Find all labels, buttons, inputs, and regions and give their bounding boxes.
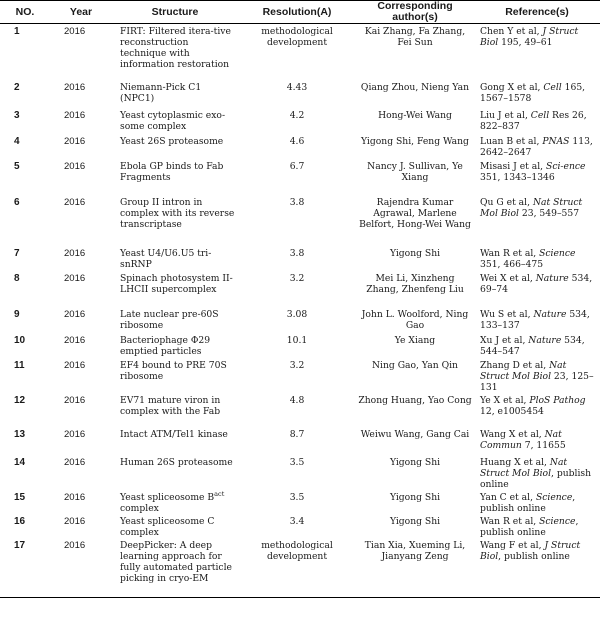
reference-authors: Xu J et al, (480, 334, 529, 346)
table-body (0, 24, 600, 598)
cell-year: 2016 (64, 81, 86, 93)
reference-journal: Nat Struct Mol Biol (480, 359, 567, 382)
table-row (0, 490, 600, 514)
cell-author: Zhong Huang, Yao Cong (358, 394, 472, 406)
structure-text: Bacteriophage Φ29 emptied particles (120, 334, 211, 357)
cell-no: 10 (14, 334, 26, 346)
reference-authors: Luan B et al, (480, 135, 543, 147)
reference-journal: J Struct Biol (480, 26, 579, 48)
cell-reference (474, 108, 600, 134)
cell-reference (474, 271, 600, 307)
cell-year: 2016 (64, 247, 86, 259)
table-row (0, 333, 600, 358)
structure-text: Group II intron in complex with its reverse transcriptase (120, 196, 235, 230)
structure-text: Intact ATM/Tel1 kinase (120, 428, 228, 440)
header-reference: Reference(s) (474, 1, 600, 24)
reference-details: , publish online (498, 550, 570, 562)
cell-resolution: 8.7 (289, 428, 305, 440)
cell-resolution: methodological development (238, 538, 356, 598)
reference-details: 7, 11655 (521, 439, 566, 451)
cell-resolution: 4.6 (289, 135, 305, 147)
structure-superscript: act (214, 489, 225, 498)
reference-authors: Chen Y et al, (480, 26, 543, 37)
cell-structure (112, 246, 238, 271)
cell-reference (474, 24, 600, 80)
reference-journal: Nat Struct Mol Biol (480, 456, 568, 479)
cell-reference (474, 195, 600, 246)
cell-year: 2016 (64, 272, 86, 284)
reference-journal: J Struct Biol (480, 539, 581, 562)
cell-no: 7 (14, 247, 20, 259)
cell-no: 2 (14, 81, 20, 93)
cell-resolution: 3.8 (289, 247, 305, 259)
structure-text: Human 26S proteasome (120, 456, 233, 468)
cell-structure (112, 24, 238, 80)
cell-no: 11 (14, 359, 25, 371)
cell-resolution: 3.08 (286, 308, 308, 320)
reference-details: 351, 466–475 (480, 258, 544, 270)
structure-text: Yeast spliceosome C complex (120, 515, 215, 538)
reference-authors: Wu S et al, (480, 308, 534, 320)
cell-structure (112, 333, 238, 358)
reference-details: 23, 549–557 (518, 207, 580, 219)
structure-text-tail: complex (120, 502, 159, 514)
reference-details: 534, 69–74 (480, 272, 593, 295)
reference-authors: Yan C et al, (480, 491, 536, 503)
reference-details: , publish online (480, 467, 592, 490)
reference-authors: Liu J et al, (480, 109, 531, 121)
cell-structure (112, 427, 238, 455)
structure-text: FIRT: Filtered itera-tive reconstruction technique with information restoration (120, 26, 231, 70)
reference-authors: Ye X et al, (480, 394, 530, 406)
cell-author: Yigong Shi, Feng Wang (361, 135, 469, 147)
cell-no: 4 (14, 135, 20, 147)
table-row (0, 427, 600, 455)
table-row (0, 195, 600, 246)
reference-details: 23, 125–131 (480, 370, 594, 393)
header-resolution: Resolution(A) (238, 1, 356, 24)
cell-no: 9 (14, 308, 20, 320)
cell-year: 2016 (64, 359, 86, 371)
cell-resolution: 4.2 (289, 109, 305, 121)
cell-no: 5 (14, 160, 20, 172)
cell-year: 2016 (64, 456, 86, 468)
cell-no: 12 (14, 394, 26, 406)
cell-reference (474, 490, 600, 514)
reference-details: 165, 1567–1578 (480, 81, 586, 104)
table-row (0, 134, 600, 159)
cell-reference (474, 393, 600, 427)
table-row (0, 246, 600, 271)
cell-resolution: 4.43 (286, 81, 308, 93)
table-row (0, 24, 600, 80)
reference-journal: PNAS (542, 135, 570, 147)
cell-resolution: 3.4 (289, 515, 305, 527)
reference-details: , publish online (480, 515, 579, 538)
table-row (0, 159, 600, 195)
header-year: Year (50, 1, 112, 24)
cell-year: 2016 (64, 109, 86, 121)
cell-author: Tian Xia, Xueming Li, Jianyang Zeng (356, 538, 474, 598)
cell-year: 2016 (64, 334, 86, 346)
cell-author: Weiwu Wang, Gang Cai (360, 428, 470, 440)
cell-structure (112, 514, 238, 538)
reference-journal: Cell (530, 109, 550, 121)
cell-year: 2016 (50, 538, 112, 598)
cell-structure (112, 195, 238, 246)
cell-resolution: 3.2 (289, 359, 305, 371)
table-row (0, 358, 600, 393)
cell-author: Yigong Shi (389, 456, 441, 468)
cell-no: 14 (14, 456, 26, 468)
cell-year: 2016 (64, 515, 86, 527)
structure-text: Spinach photosystem II-LHCII supercomplex (120, 272, 233, 295)
cell-year: 2016 (64, 26, 86, 37)
cell-author: Yigong Shi (389, 491, 441, 503)
structure-text: Yeast spliceosome B (120, 491, 215, 503)
cell-resolution: 3.5 (289, 491, 305, 503)
cell-reference (474, 427, 600, 455)
cell-year: 2016 (64, 160, 86, 172)
header-structure: Structure (112, 1, 238, 24)
cell-author: Qiang Zhou, Nieng Yan (360, 81, 470, 93)
cell-no: 13 (14, 428, 26, 440)
cell-reference (474, 134, 600, 159)
structure-text: Late nuclear pre-60S ribosome (120, 308, 219, 331)
reference-journal: Nature (528, 334, 562, 346)
reference-journal: Nature (535, 272, 569, 284)
header-no: NO. (0, 1, 50, 24)
cell-author: Yigong Shi (389, 515, 441, 527)
cell-structure (112, 455, 238, 490)
cell-reference (474, 246, 600, 271)
cell-resolution: 10.1 (286, 334, 308, 346)
reference-details: 534, 133–137 (480, 308, 590, 331)
reference-details: 113, 2642–2647 (480, 135, 593, 158)
cell-author: Hong-Wei Wang (378, 109, 452, 121)
reference-authors: Qu G et al, (480, 196, 533, 208)
cell-structure (112, 307, 238, 333)
reference-details: Res 26, 822–837 (480, 109, 587, 132)
cell-no: 8 (14, 272, 20, 284)
cell-year: 2016 (64, 135, 86, 147)
cell-resolution: 3.2 (289, 272, 305, 284)
reference-journal: Science (535, 491, 573, 503)
reference-authors: Huang X et al, (480, 456, 550, 468)
reference-journal: PloS Pathog (529, 394, 586, 406)
reference-journal: Science (539, 247, 576, 259)
cell-no: 16 (14, 515, 26, 527)
structure-text: Yeast U4/U6.U5 tri-snRNP (120, 247, 212, 270)
cell-structure (112, 538, 238, 598)
reference-authors: Zhang D et al, (480, 359, 550, 371)
reference-authors: Wang X et al, (480, 428, 545, 440)
structure-text: Niemann-Pick C1 (NPC1) (120, 81, 202, 104)
structure-text: EV71 mature viron in complex with the Fab (120, 394, 221, 417)
table-row (0, 393, 600, 427)
cell-reference (474, 538, 600, 598)
structure-text: EF4 bound to PRE 70S ribosome (120, 359, 227, 382)
table-row (0, 538, 600, 598)
table-row (0, 108, 600, 134)
reference-authors: Gong X et al, (480, 81, 544, 93)
cell-structure (112, 159, 238, 195)
reference-journal: Science (539, 515, 576, 527)
reference-authors: Misasi J et al, (480, 160, 547, 172)
cell-no: 15 (14, 491, 26, 503)
reference-authors: Wan R et al, (480, 515, 540, 527)
reference-journal: Nat Struct Mol Biol (480, 196, 583, 219)
reference-journal: Cell (543, 81, 562, 93)
cell-author: Rajendra Kumar Agrawal, Marlene Belfort, Hong-Wei Wang (359, 196, 471, 230)
reference-details: 534, 544–547 (480, 334, 585, 357)
cell-no: 17 (0, 538, 50, 598)
cell-author: Kai Zhang, Fa Zhang, Fei Sun (364, 26, 466, 48)
structure-text: DeepPicker: A deep learning approach for fully automated particle picking in cryo-EM (120, 539, 232, 584)
cell-reference (474, 307, 600, 333)
cell-year: 2016 (64, 394, 86, 406)
table-header-row (0, 1, 600, 24)
header-author: Corresponding author(s) (356, 1, 474, 24)
cell-structure (112, 271, 238, 307)
cell-year: 2016 (64, 428, 86, 440)
cell-resolution: 6.7 (289, 160, 305, 172)
cell-resolution: 4.8 (289, 394, 305, 406)
cell-author: Mei Li, Xinzheng Zhang, Zhenfeng Liu (366, 272, 464, 295)
cell-no: 6 (14, 196, 20, 208)
cell-structure (112, 134, 238, 159)
table-row (0, 80, 600, 108)
reference-journal: Nature (533, 308, 567, 320)
reference-authors: Wei X et al, (480, 272, 536, 284)
table-row (0, 514, 600, 538)
reference-details: 12, e1005454 (480, 405, 544, 417)
cell-author: John L. Woolford, Ning Gao (361, 308, 469, 331)
table-row (0, 271, 600, 307)
cell-year: 2016 (64, 308, 86, 320)
cell-no: 1 (14, 26, 20, 37)
cell-reference (474, 358, 600, 393)
reference-authors: Wan R et al, (480, 247, 540, 259)
reference-details: 351, 1343–1346 (480, 171, 555, 183)
cell-no: 3 (14, 109, 20, 121)
cell-author: Ye Xiang (394, 334, 436, 346)
reference-authors: Wang F et al, (480, 539, 545, 551)
reference-details: , publish online (480, 491, 576, 514)
cell-reference (474, 455, 600, 490)
cell-resolution: methodological development (261, 26, 333, 48)
cell-structure (112, 393, 238, 427)
cell-author: Yigong Shi (389, 247, 441, 259)
structure-text: Yeast 26S proteasome (120, 135, 224, 147)
cell-author: Nancy J. Sullivan, Ye Xiang (367, 160, 463, 183)
cell-author: Ning Gao, Yan Qin (372, 359, 458, 371)
cell-structure (112, 358, 238, 393)
reference-journal: Nat Commun (480, 428, 562, 451)
structure-text: Ebola GP binds to Fab Fragments (120, 160, 224, 183)
cell-resolution: 3.8 (289, 196, 305, 208)
cell-structure (112, 108, 238, 134)
reference-journal: Sci-ence (546, 160, 586, 172)
cell-structure (112, 80, 238, 108)
cell-year: 2016 (64, 196, 86, 208)
cell-resolution: 3.5 (289, 456, 305, 468)
cell-reference (474, 80, 600, 108)
cell-year: 2016 (64, 491, 86, 503)
cell-reference (474, 514, 600, 538)
structure-text: Yeast cytoplasmic exo-some complex (120, 109, 226, 132)
cell-reference (474, 159, 600, 195)
cell-structure (112, 490, 238, 514)
table-row (0, 307, 600, 333)
table-row (0, 455, 600, 490)
reference-details: 195, 49–61 (498, 37, 553, 48)
cell-reference (474, 333, 600, 358)
